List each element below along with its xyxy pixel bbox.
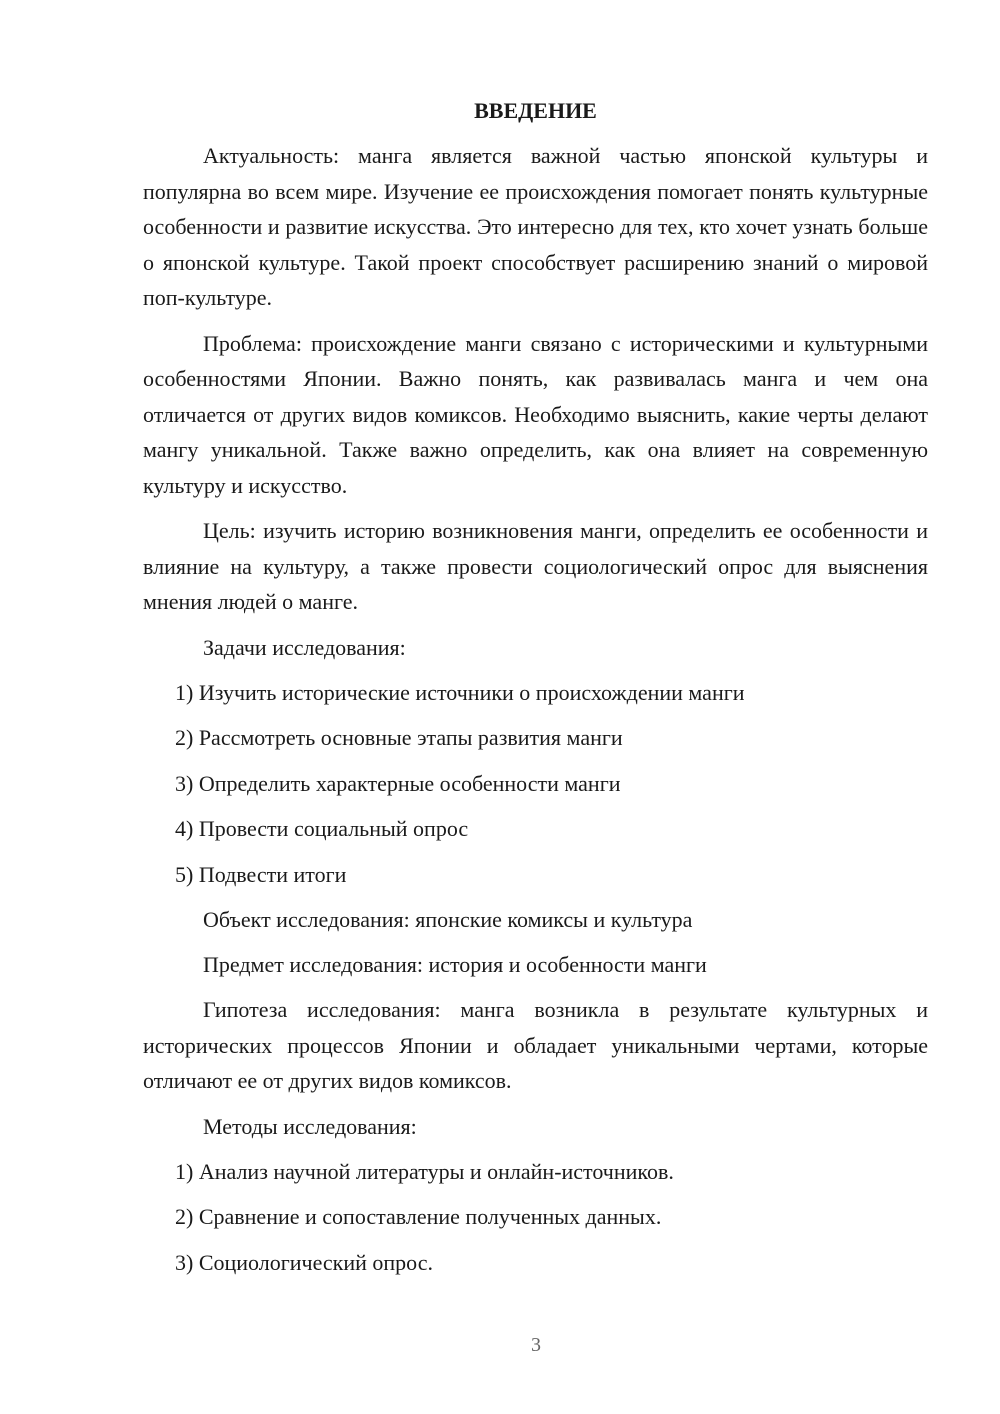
list-item: 1) Анализ научной литературы и онлайн-источников. — [175, 1158, 674, 1184]
list-item: 4) Провести социальный опрос — [175, 816, 469, 841]
tasks-list — [143, 675, 928, 892]
methods-label: Методы исследования: — [203, 1113, 417, 1139]
list-item: 5) Подвести итоги — [175, 861, 347, 887]
relevance-paragraph: Актуальность: манга является важной частью японской культуры и популярна во всем мире. Изучение ее происхождения помогает понять культурные особенности и развитие искусства. Это интересно для тех, кто хочет узнать больше о японской культуре. Такой проект способствует расширению знаний о мировой поп-культуре. — [143, 143, 928, 310]
list-item: 3) Социологический опрос. — [175, 1249, 433, 1275]
section-heading: ВВЕДЕНИЕ — [474, 98, 597, 123]
tasks-label: Задачи исследования: — [203, 634, 406, 660]
subject-line: Предмет исследования: история и особенности манги — [203, 952, 707, 977]
hypothesis-paragraph: Гипотеза исследования: манга возникла в результате культурных и исторических процессов Японии и обладает уникальными чертами, которые отличают ее от других видов комиксов. — [143, 997, 928, 1093]
page-number: 3 — [531, 1334, 541, 1356]
document-body — [143, 96, 928, 1290]
list-item: 2) Сравнение и сопоставление полученных данных. — [175, 1204, 662, 1229]
object-line: Объект исследования: японские комиксы и культура — [203, 907, 693, 932]
methods-list — [143, 1154, 928, 1280]
list-item: 3) Определить характерные особенности манги — [175, 770, 621, 796]
list-item: 1) Изучить исторические источники о происхождении манги — [175, 679, 745, 705]
problem-paragraph: Проблема: происхождение манги связано с историческими и культурными особенностями Японии. Важно понять, как развивалась манга и чем она отличается от других видов комиксов. Необходимо выяснить, какие черты делают мангу уникальной. Также важно определить, как она влияет на современную культуру и искусство. — [143, 330, 928, 498]
list-item: 2) Рассмотреть основные этапы развития манги — [175, 725, 623, 750]
goal-paragraph: Цель: изучить историю возникновения манги, определить ее особенности и влияние на культуру, а также провести социологический опрос для выяснения мнения людей о манге. — [143, 518, 928, 614]
